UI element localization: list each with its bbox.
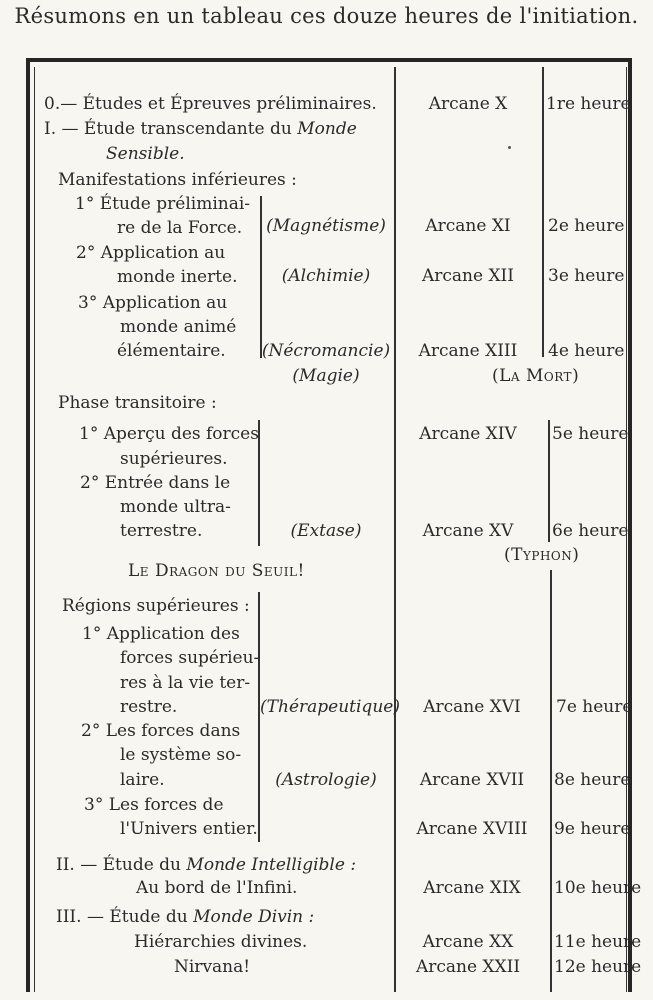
arcane-xx: Arcane XX: [422, 932, 514, 952]
column-rule-heure-mid: [548, 420, 550, 542]
section-ii-monde: Monde Intelligible :: [186, 855, 357, 875]
item-m1a: 1° Étude préliminai-: [75, 194, 251, 214]
heure-8: 8e heure: [554, 770, 631, 790]
heure-12: 12e heure: [554, 957, 642, 977]
section-ii-label: II. — Étude du: [56, 855, 187, 875]
dragon-du-seuil: Le Dragon du Seuil!: [128, 561, 305, 581]
arcane-xv: Arcane XV: [422, 521, 514, 541]
intro-line: 0.— Études et Épreuves préliminaires.: [44, 94, 377, 114]
item-p1a: 1° Aperçu des forces: [79, 424, 259, 444]
heure-2: 2e heure: [548, 216, 625, 236]
arcane-xvii: Arcane XVII: [419, 770, 525, 790]
item-m2b: monde inerte.: [117, 267, 238, 287]
page-heading: Résumons en un tableau ces douze heures de l'initiation.: [14, 4, 639, 28]
item-r1d: restre.: [120, 697, 178, 717]
item-p2a: 2° Entrée dans le: [80, 473, 231, 493]
arcane-xiii: Arcane XIII: [418, 341, 518, 361]
phase-heading: Phase transitoire :: [58, 393, 217, 413]
item-r1a: 1° Application des: [82, 624, 240, 644]
section-iii-label: III. — Étude du: [56, 907, 194, 927]
arcane-x: Arcane X: [428, 94, 508, 114]
item-r2a: 2° Les forces dans: [81, 721, 241, 741]
arcane-xii: Arcane XII: [421, 266, 514, 286]
item-r1b: forces supérieu-: [120, 648, 260, 668]
heure-5: 5e heure: [552, 424, 629, 444]
section-iii-heading: [56, 907, 314, 927]
science-necromancie: (Nécromancie): [261, 341, 391, 361]
la-mort: (La Mort): [492, 366, 580, 386]
section-iii-monde: Monde Divin :: [193, 907, 315, 927]
science-therapeutique: (Thérapeutique): [260, 697, 400, 717]
item-m3b: monde animé: [120, 317, 237, 337]
arcane-xix: Arcane XIX: [423, 878, 521, 898]
science-extase: (Extase): [290, 521, 362, 541]
section-iii-hierarchies: Hiérarchies divines.: [134, 932, 308, 952]
item-p2c: terrestre.: [120, 521, 203, 541]
arcane-xiv: Arcane XIV: [419, 424, 517, 444]
section-i-monde: Monde: [297, 119, 357, 139]
item-r2b: le système so-: [120, 745, 242, 765]
item-p1b: supérieures.: [120, 449, 228, 469]
item-r3b: l'Univers entier.: [120, 819, 258, 839]
science-astrologie: (Astrologie): [275, 770, 377, 790]
heure-3: 3e heure: [548, 266, 625, 286]
ink-dot: [508, 146, 511, 149]
item-r3a: 3° Les forces de: [84, 795, 224, 815]
heure-1: 1re heure: [546, 94, 631, 114]
section-iii-nirvana: Nirvana!: [174, 957, 251, 977]
arcane-xviii: Arcane XVIII: [416, 819, 528, 839]
manifestations-heading: Manifestations inférieures :: [58, 170, 297, 190]
science-magie: (Magie): [292, 366, 360, 386]
item-m2a: 2° Application au: [76, 243, 226, 263]
arcane-xvi: Arcane XVI: [423, 697, 521, 717]
heure-4: 4e heure: [548, 341, 625, 361]
heure-7: 7e heure: [556, 697, 633, 717]
column-rule-science-3: [258, 592, 260, 842]
heure-9: 9e heure: [554, 819, 631, 839]
item-m3a: 3° Application au: [78, 293, 228, 313]
science-alchimie: (Alchimie): [281, 266, 371, 286]
section-ii-heading: [56, 855, 356, 875]
item-p2b: monde ultra-: [120, 497, 231, 517]
heure-6: 6e heure: [552, 521, 629, 541]
section-ii-infini: Au bord de l'Infini.: [136, 878, 298, 898]
heure-10: 10e heure: [554, 878, 642, 898]
item-m3c: élémentaire.: [117, 341, 226, 361]
regions-heading: Régions supérieures :: [62, 596, 250, 616]
science-magnetisme: (Magnétisme): [266, 216, 386, 236]
typhon: (Typhon): [504, 545, 580, 565]
column-rule-heure-bottom: [550, 570, 552, 992]
arcane-xxii: Arcane XXII: [415, 957, 521, 977]
section-i-heading: [44, 119, 357, 139]
arcane-xi: Arcane XI: [425, 216, 511, 236]
item-m1b: re de la Force.: [117, 218, 243, 238]
section-i-sensible: Sensible.: [106, 144, 185, 164]
item-r1c: res à la vie ter-: [120, 673, 251, 693]
item-r2c: laire.: [120, 770, 165, 790]
heure-11: 11e heure: [554, 932, 642, 952]
section-i-label: I. — Étude transcendante du: [44, 119, 298, 139]
column-rule-heure-top: [542, 67, 544, 357]
